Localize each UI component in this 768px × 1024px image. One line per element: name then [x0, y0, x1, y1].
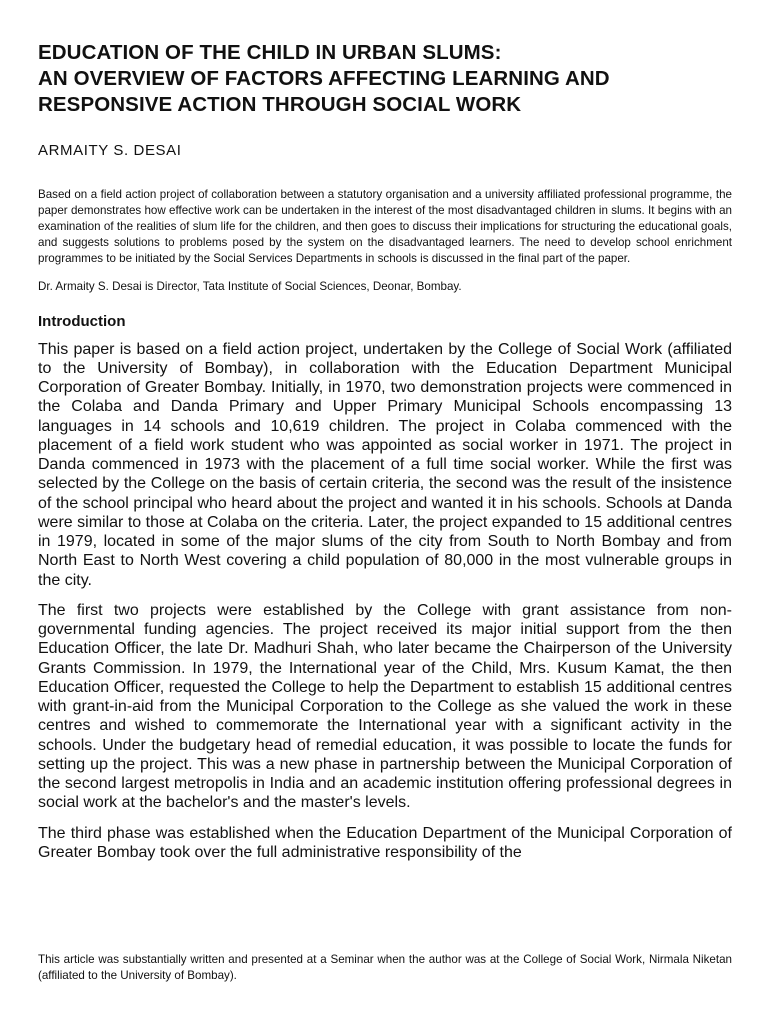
- body-paragraph: The first two projects were established by the College with grant assistance from non-governmental funding agencies. The project received its major initial support from the then Education Officer, the late Dr. Madhuri Shah, who later became the Chairperson of the University Grants Commission. In 1979, the International year of the Child, Mrs. Kusum Kamat, the then Education Officer, requested the College to help the Department to establish 15 additional centres with grant-in-aid from the Municipal Corporation to the College as she valued the work in these centres and wished to commemorate the International year with a significant activity in the schools. Under the budgetary head of remedial education, it was possible to locate the funds for setting up the project. This was a new phase in partnership between the Municipal Corporation of the second largest metropolis in India and an academic institution offering professional degrees in social work at the bachelor's and the master's levels.: [38, 601, 732, 812]
- footnote: This article was substantially written and presented at a Seminar when the author was at the College of Social Work, Nirmala Niketan (affiliated to the University of Bombay).: [38, 953, 732, 982]
- abstract: Based on a field action project of collaboration between a statutory organisation and a university affiliated professional programme, the paper demonstrates how effective work can be undertaken in the interest of the most disadvantaged children in slums. It begins with an examination of the realities of slum life for the children, and then goes to discuss their implications for structuring the educational goals, and suggests solutions to problems posed by the system on the disadvantaged learners. The need to develop school enrichment programmes to be initiated by the Social Services Departments in schools is discussed in the final part of the paper.: [38, 188, 732, 265]
- body-paragraph: This paper is based on a field action project, undertaken by the College of Social Work (affiliated to the University of Bombay), in collaboration with the Education Department Municipal Corporation of Greater Bombay. Initially, in 1970, two demonstration projects were commenced in the Colaba and Danda Primary and Upper Primary Municipal Schools encompassing 13 languages in 14 schools and 10,619 children. The project in Colaba commenced with the placement of a field work student who was appointed as social worker in 1971. The project in Danda commenced in 1973 with the placement of a full time social worker. While the first was selected by the College on the basis of certain criteria, the second was the result of the insistence of the school principal who heard about the project and wanted it in his schools. Schools at Danda were similar to those at Colaba on the criteria. Later, the project expanded to 15 additional centres in 1979, located in some of the major slums of the city from South to North Bombay and from North East to North West covering a child population of 80,000 in the most vulnerable groups in the city.: [38, 340, 732, 589]
- article-page: [38, 40, 732, 862]
- author-name: ARMAITY S. DESAI: [38, 142, 182, 159]
- author-affiliation: Dr. Armaity S. Desai is Director, Tata Institute of Social Sciences, Deonar, Bombay.: [38, 279, 462, 293]
- section-heading-introduction: Introduction: [38, 312, 126, 330]
- title-line-2: AN OVERVIEW OF FACTORS AFFECTING LEARNING AND: [38, 67, 610, 90]
- title-line-1: EDUCATION OF THE CHILD IN URBAN SLUMS:: [38, 41, 502, 64]
- article-title: [38, 40, 732, 118]
- title-line-3: RESPONSIVE ACTION THROUGH SOCIAL WORK: [38, 93, 522, 116]
- body-paragraph: The third phase was established when the Education Department of the Municipal Corporation of Greater Bombay took over the full administrative responsibility of the: [38, 824, 732, 861]
